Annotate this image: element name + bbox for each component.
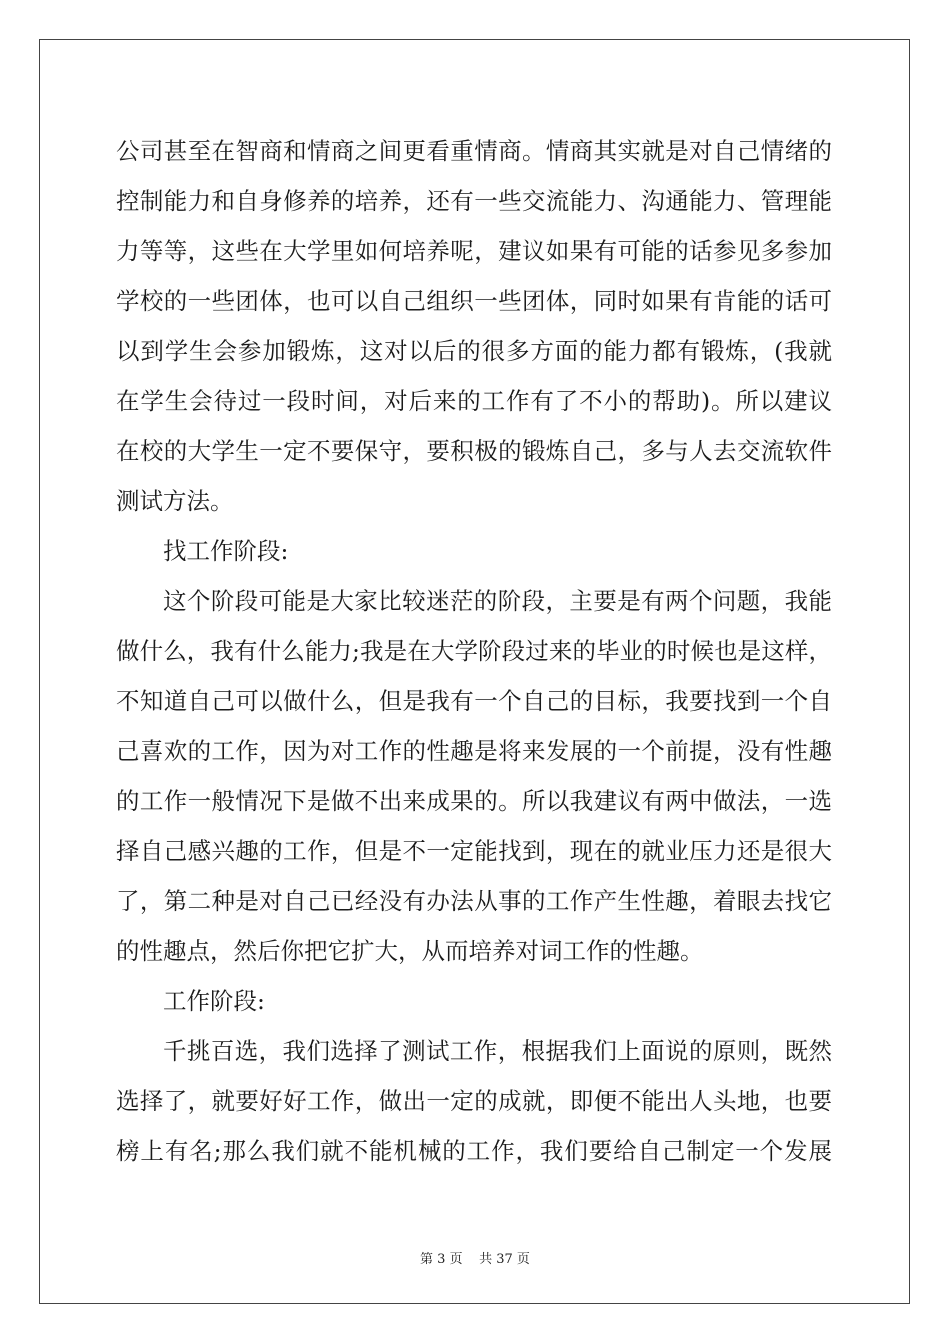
text-line: 己喜欢的工作，因为对工作的性趣是将来发展的一个前提，没有性趣 bbox=[116, 737, 832, 765]
footer-spacer bbox=[463, 1252, 480, 1267]
text-line: 择自己感兴趣的工作，但是不一定能找到，现在的就业压力还是很大 bbox=[116, 837, 832, 865]
page-footer bbox=[0, 1248, 950, 1267]
text-line: 力等等，这些在大学里如何培养呢，建议如果有可能的话参见多参加 bbox=[116, 237, 832, 265]
text-line: 公司甚至在智商和情商之间更看重情商。情商其实就是对自己情绪的 bbox=[116, 137, 832, 165]
text-line: 控制能力和自身修养的培养，还有一些交流能力、沟通能力、管理能 bbox=[116, 187, 832, 215]
text-line: 了，第二种是对自己已经没有办法从事的工作产生性趣，着眼去找它 bbox=[116, 887, 832, 915]
text-line: 测试方法。 bbox=[116, 487, 234, 515]
text-line: 在学生会待过一段时间，对后来的工作有了不小的帮助)。所以建议 bbox=[116, 387, 832, 415]
text-line: 的性趣点，然后你把它扩大，从而培养对词工作的性趣。 bbox=[116, 937, 704, 965]
text-line: 榜上有名;那么我们就不能机械的工作，我们要给自己制定一个发展 bbox=[116, 1137, 832, 1165]
page-number: 第 3 页 bbox=[420, 1252, 463, 1267]
text-line: 以到学生会参加锻炼，这对以后的很多方面的能力都有锻炼，(我就 bbox=[116, 337, 832, 365]
text-line: 做什么，我有什么能力;我是在大学阶段过来的毕业的时候也是这样， bbox=[116, 637, 832, 665]
text-line: 学校的一些团体，也可以自己组织一些团体，同时如果有肯能的话可 bbox=[116, 287, 832, 315]
text-line: 选择了，就要好好工作，做出一定的成就，即便不能出人头地，也要 bbox=[116, 1087, 832, 1115]
text-line: 工作阶段: bbox=[163, 987, 265, 1015]
text-line: 不知道自己可以做什么，但是我有一个自己的目标，我要找到一个自 bbox=[116, 687, 832, 715]
text-line: 这个阶段可能是大家比较迷茫的阶段，主要是有两个问题，我能 bbox=[163, 587, 832, 615]
text-line: 在校的大学生一定不要保守，要积极的锻炼自己，多与人去交流软件 bbox=[116, 437, 832, 465]
text-line: 千挑百选，我们选择了测试工作，根据我们上面说的原则，既然 bbox=[163, 1037, 832, 1065]
text-line: 的工作一般情况下是做不出来成果的。所以我建议有两中做法，一选 bbox=[116, 787, 832, 815]
page-total: 共 37 页 bbox=[479, 1252, 530, 1267]
text-line: 找工作阶段: bbox=[163, 537, 289, 565]
